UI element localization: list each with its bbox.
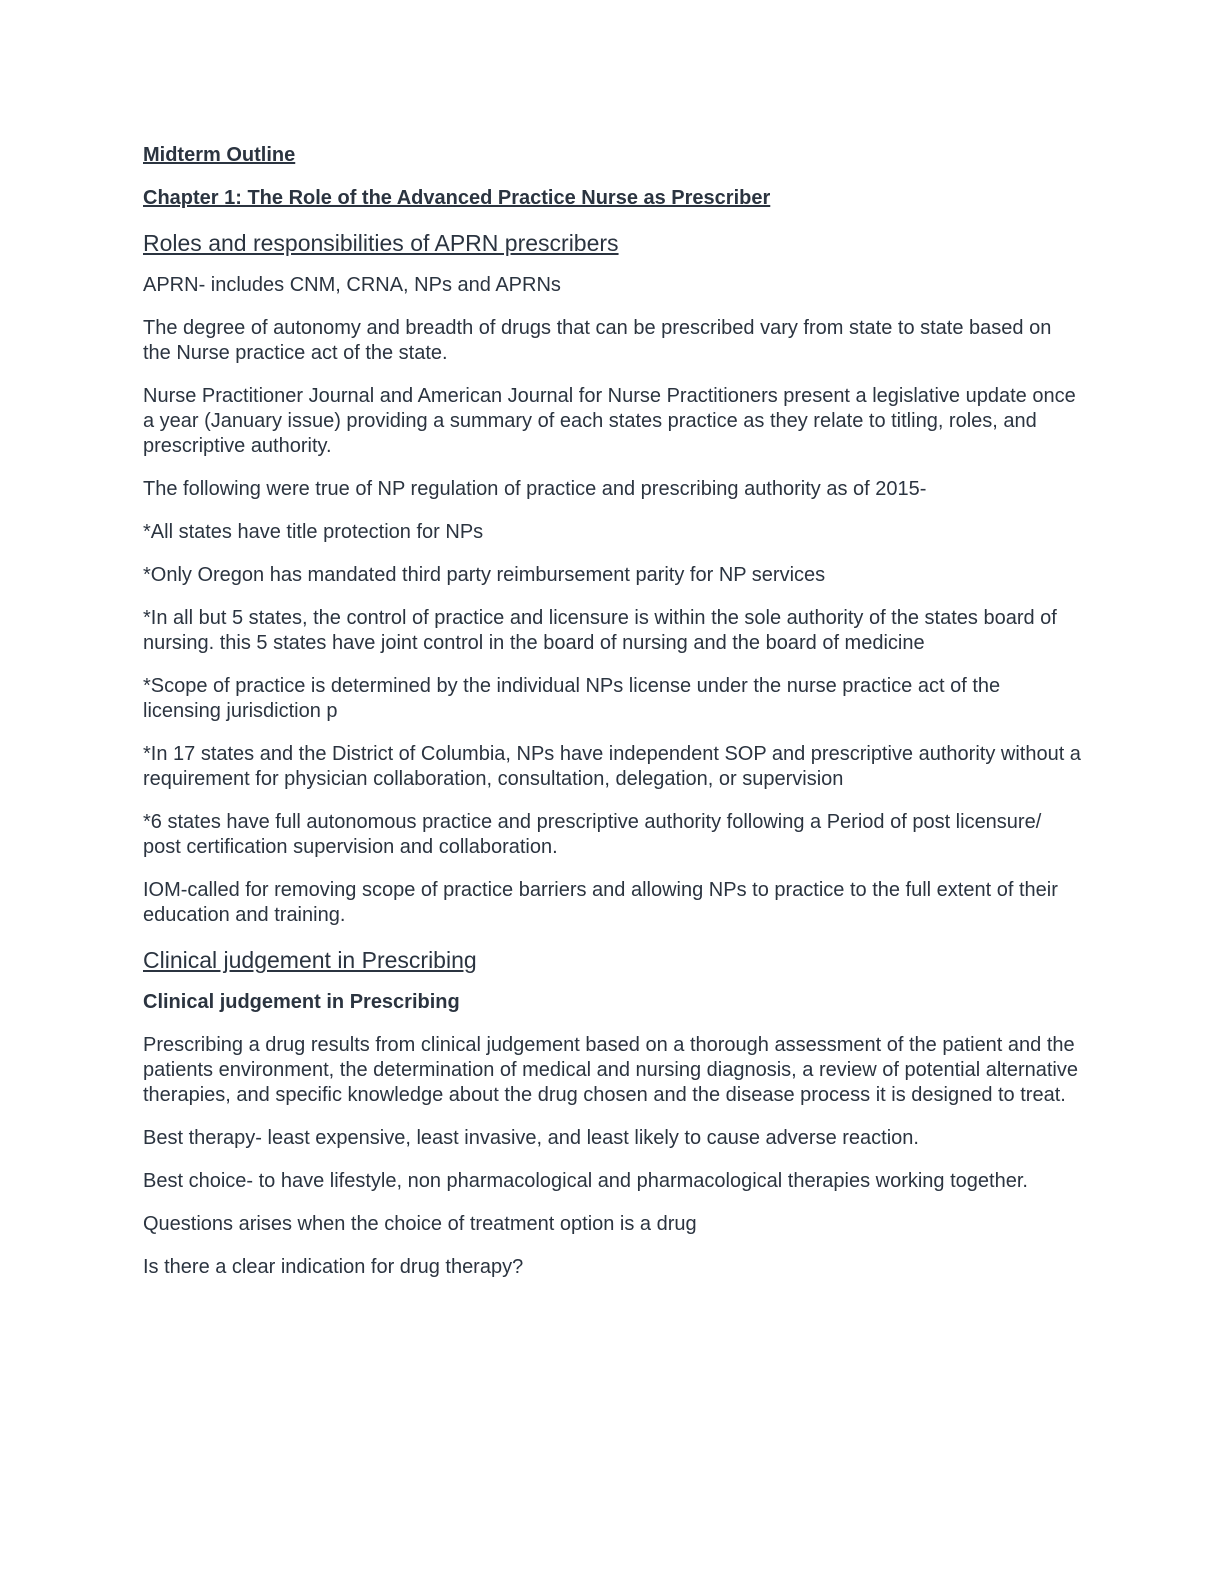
paragraph: Best therapy- least expensive, least invasive, and least likely to cause adverse reaction. <box>143 1127 919 1149</box>
document-title: Midterm Outline <box>143 144 296 166</box>
subheading-clinical-judgement: Clinical judgement in Prescribing <box>143 991 460 1013</box>
paragraph: Nurse Practitioner Journal and American Journal for Nurse Practitioners present a legislative update once a year (January issue) providing a summary of each states practice as they relate to titling, roles, and prescriptive authority. <box>143 385 1076 457</box>
bullet-paragraph: *In 17 states and the District of Columbia, NPs have independent SOP and prescriptive authority without a requirement for physician collaboration, consultation, delegation, or supervision <box>143 743 1081 790</box>
section-heading-roles: Roles and responsibilities of APRN prescribers <box>143 230 619 256</box>
bullet-paragraph: *Only Oregon has mandated third party reimbursement parity for NP services <box>143 564 826 586</box>
chapter-heading: Chapter 1: The Role of the Advanced Practice Nurse as Prescriber <box>143 187 771 209</box>
bullet-paragraph: *In all but 5 states, the control of practice and licensure is within the sole authority of the states board of nursing. this 5 states have joint control in the board of nursing and the board of medicine <box>143 607 1057 654</box>
paragraph: The degree of autonomy and breadth of drugs that can be prescribed vary from state to state based on the Nurse practice act of the state. <box>143 317 1052 364</box>
paragraph: IOM-called for removing scope of practice barriers and allowing NPs to practice to the full extent of their education and training. <box>143 879 1058 926</box>
bullet-paragraph: *All states have title protection for NPs <box>143 521 484 543</box>
document-page <box>143 143 1083 1298</box>
paragraph: APRN- includes CNM, CRNA, NPs and APRNs <box>143 274 561 296</box>
paragraph: Best choice- to have lifestyle, non pharmacological and pharmacological therapies working together. <box>143 1170 1028 1192</box>
bullet-paragraph: *6 states have full autonomous practice and prescriptive authority following a Period of post licensure/ post certification supervision and collaboration. <box>143 811 1042 858</box>
bullet-paragraph: *Scope of practice is determined by the individual NPs license under the nurse practice act of the licensing jurisdiction p <box>143 675 1001 722</box>
section-heading-clinical-judgement: Clinical judgement in Prescribing <box>143 947 477 973</box>
paragraph: The following were true of NP regulation of practice and prescribing authority as of 2015- <box>143 478 927 500</box>
paragraph: Is there a clear indication for drug therapy? <box>143 1256 524 1278</box>
paragraph: Questions arises when the choice of treatment option is a drug <box>143 1213 697 1235</box>
paragraph: Prescribing a drug results from clinical judgement based on a thorough assessment of the patient and the patients environment, the determination of medical and nursing diagnosis, a review of potential alternative therapies, and specific knowledge about the drug chosen and the disease process it is designed to treat. <box>143 1034 1078 1106</box>
